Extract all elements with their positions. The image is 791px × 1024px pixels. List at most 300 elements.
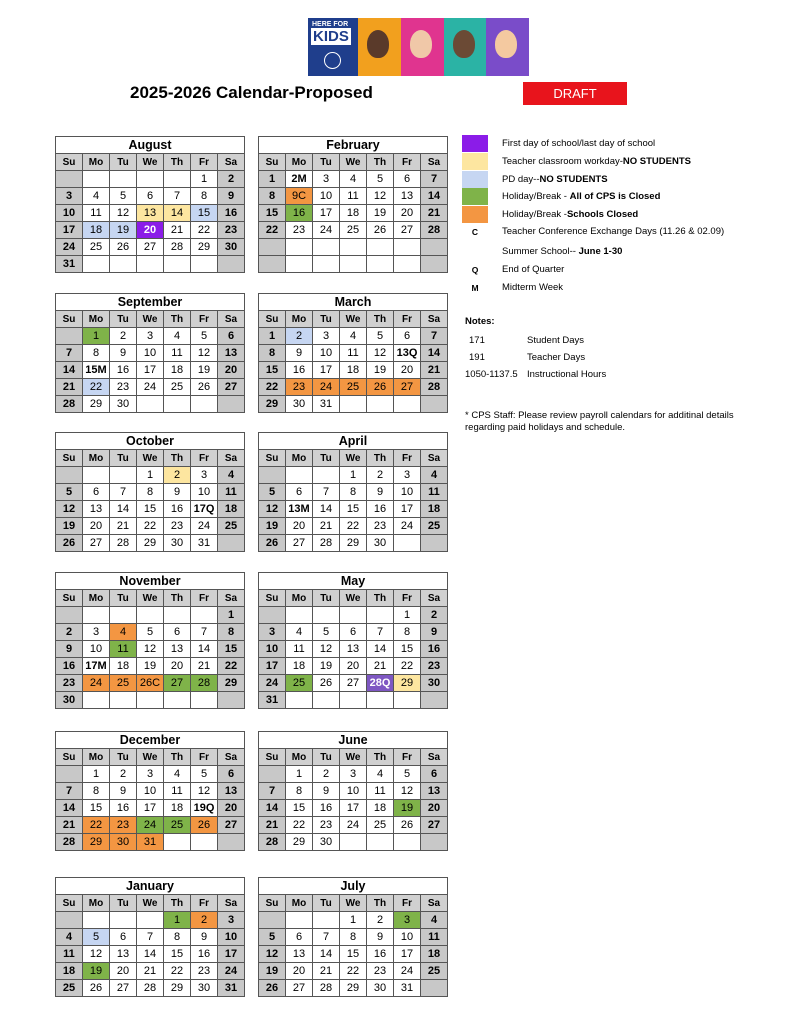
weekday-header: Su — [259, 749, 286, 766]
day-cell: 2 — [191, 912, 218, 929]
day-cell: 20 — [83, 518, 110, 535]
day-cell — [218, 535, 245, 552]
day-cell: 22 — [218, 658, 245, 675]
day-cell: 28 — [313, 980, 340, 997]
day-cell — [421, 396, 448, 413]
day-cell: 25 — [164, 379, 191, 396]
day-cell: 14 — [110, 501, 137, 518]
note-number: 171 — [469, 335, 485, 346]
day-cell: 13 — [218, 345, 245, 362]
day-cell: 16 — [367, 501, 394, 518]
day-cell: 17M — [83, 658, 110, 675]
day-cell: 9 — [56, 641, 83, 658]
month-december — [55, 731, 245, 851]
weekday-header: Fr — [191, 590, 218, 607]
day-cell — [164, 396, 191, 413]
weekday-header: Mo — [286, 590, 313, 607]
weekday-header: Mo — [83, 590, 110, 607]
day-cell: 30 — [367, 980, 394, 997]
day-cell — [286, 692, 313, 709]
month-august — [55, 136, 245, 273]
day-cell — [313, 912, 340, 929]
day-cell — [137, 692, 164, 709]
day-cell: 1 — [164, 912, 191, 929]
day-cell: 22 — [259, 222, 286, 239]
day-cell: 18 — [164, 362, 191, 379]
weekday-header: Su — [56, 749, 83, 766]
day-cell: 6 — [421, 766, 448, 783]
day-cell: 8 — [340, 484, 367, 501]
month-april — [258, 432, 448, 552]
day-cell: 25 — [421, 963, 448, 980]
day-cell: 22 — [394, 658, 421, 675]
here-for-kids-banner — [308, 18, 529, 76]
day-cell: 24 — [56, 239, 83, 256]
day-cell: 11 — [367, 783, 394, 800]
day-cell: 29 — [340, 535, 367, 552]
banner-small-text: HERE FOR — [312, 21, 349, 28]
weekday-header: We — [340, 749, 367, 766]
weekday-header: Sa — [421, 895, 448, 912]
day-cell: 13 — [286, 946, 313, 963]
day-cell: 13 — [421, 783, 448, 800]
day-cell: 9 — [367, 484, 394, 501]
day-cell: 21 — [56, 817, 83, 834]
day-cell: 25 — [83, 239, 110, 256]
legend-swatch — [462, 153, 488, 170]
day-cell — [56, 766, 83, 783]
day-cell: 16 — [56, 658, 83, 675]
day-cell: 21 — [421, 205, 448, 222]
day-cell — [218, 396, 245, 413]
day-cell: 6 — [110, 929, 137, 946]
day-cell: 28 — [421, 222, 448, 239]
day-cell: 12 — [394, 783, 421, 800]
weekday-header: Mo — [286, 154, 313, 171]
day-cell: 23 — [110, 379, 137, 396]
day-cell: 22 — [137, 518, 164, 535]
day-cell — [394, 692, 421, 709]
legend-text — [502, 191, 660, 202]
day-cell — [164, 692, 191, 709]
weekday-header: Th — [164, 154, 191, 171]
day-cell: 19 — [259, 963, 286, 980]
day-cell: 26 — [313, 675, 340, 692]
day-cell: 25 — [286, 675, 313, 692]
day-cell: 28 — [259, 834, 286, 851]
day-cell: 9 — [367, 929, 394, 946]
month-march — [258, 293, 448, 413]
day-cell — [286, 256, 313, 273]
month-name: September — [56, 294, 245, 311]
day-cell: 9 — [313, 783, 340, 800]
day-cell: 22 — [286, 817, 313, 834]
day-cell: 27 — [218, 379, 245, 396]
weekday-header: Sa — [421, 450, 448, 467]
note-number: 191 — [469, 352, 485, 363]
banner-big-text: KIDS — [313, 28, 349, 45]
day-cell: 29 — [164, 980, 191, 997]
day-cell: 12 — [137, 641, 164, 658]
day-cell: 30 — [421, 675, 448, 692]
day-cell: 21 — [259, 817, 286, 834]
day-cell: 10 — [191, 484, 218, 501]
day-cell: 7 — [259, 783, 286, 800]
day-cell — [313, 607, 340, 624]
day-cell: 18 — [164, 800, 191, 817]
day-cell: 15 — [340, 946, 367, 963]
day-cell — [259, 256, 286, 273]
day-cell: 26 — [56, 535, 83, 552]
day-cell: 2 — [110, 328, 137, 345]
weekday-header: Su — [259, 311, 286, 328]
day-cell: 30 — [367, 535, 394, 552]
day-cell: 10 — [83, 641, 110, 658]
day-cell: 3 — [313, 171, 340, 188]
weekday-header: Tu — [110, 154, 137, 171]
day-cell: 3 — [394, 912, 421, 929]
day-cell: 17 — [394, 946, 421, 963]
day-cell: 11 — [218, 484, 245, 501]
day-cell: 12 — [367, 345, 394, 362]
day-cell: 11 — [56, 946, 83, 963]
day-cell — [164, 834, 191, 851]
day-cell: 23 — [164, 518, 191, 535]
legend-label: Teacher classroom workday- — [502, 156, 623, 167]
weekday-header: Fr — [191, 749, 218, 766]
banner-photo-3 — [444, 18, 487, 76]
day-cell: 18 — [421, 946, 448, 963]
day-cell: 7 — [56, 783, 83, 800]
legend-swatch — [462, 206, 488, 223]
day-cell: 17 — [56, 222, 83, 239]
day-cell: 15 — [286, 800, 313, 817]
day-cell: 14 — [313, 501, 340, 518]
day-cell: 25 — [340, 379, 367, 396]
day-cell: 12 — [259, 946, 286, 963]
day-cell: 2 — [218, 171, 245, 188]
day-cell — [259, 766, 286, 783]
day-cell: 4 — [218, 467, 245, 484]
weekday-header: We — [137, 450, 164, 467]
day-cell: 19 — [191, 362, 218, 379]
day-cell: 20 — [286, 963, 313, 980]
day-cell — [56, 328, 83, 345]
day-cell: 27 — [340, 675, 367, 692]
weekday-header: We — [137, 154, 164, 171]
day-cell: 18 — [421, 501, 448, 518]
day-cell: 30 — [164, 535, 191, 552]
day-cell: 23 — [110, 817, 137, 834]
day-cell: 3 — [218, 912, 245, 929]
day-cell — [421, 239, 448, 256]
weekday-header: Tu — [110, 450, 137, 467]
day-cell — [340, 239, 367, 256]
notes-heading: Notes: — [465, 316, 495, 327]
legend-text — [502, 246, 622, 257]
day-cell: 8 — [83, 345, 110, 362]
weekday-header: Tu — [313, 450, 340, 467]
day-cell: 26 — [191, 817, 218, 834]
day-cell: 31 — [137, 834, 164, 851]
weekday-header: We — [340, 311, 367, 328]
day-cell — [313, 467, 340, 484]
month-name: November — [56, 573, 245, 590]
day-cell: 14 — [137, 946, 164, 963]
day-cell: 4 — [340, 328, 367, 345]
day-cell: 19 — [394, 800, 421, 817]
day-cell: 20 — [110, 963, 137, 980]
day-cell — [421, 692, 448, 709]
day-cell: 7 — [421, 328, 448, 345]
day-cell: 8 — [286, 783, 313, 800]
day-cell: 29 — [218, 675, 245, 692]
day-cell: 9 — [218, 188, 245, 205]
day-cell — [56, 467, 83, 484]
day-cell: 3 — [259, 624, 286, 641]
day-cell: 16 — [286, 205, 313, 222]
weekday-header: We — [340, 590, 367, 607]
day-cell: 25 — [164, 817, 191, 834]
day-cell: 31 — [191, 535, 218, 552]
day-cell: 21 — [56, 379, 83, 396]
day-cell: 27 — [83, 535, 110, 552]
day-cell: 25 — [340, 222, 367, 239]
day-cell: 12 — [110, 205, 137, 222]
day-cell: 10 — [313, 188, 340, 205]
page-title: 2025-2026 Calendar-Proposed — [130, 83, 373, 102]
day-cell: 16 — [367, 946, 394, 963]
day-cell: 20 — [340, 658, 367, 675]
weekday-header: Fr — [394, 749, 421, 766]
weekday-header: Mo — [286, 895, 313, 912]
day-cell: 13 — [394, 188, 421, 205]
day-cell: 24 — [340, 817, 367, 834]
day-cell — [56, 912, 83, 929]
day-cell: 20 — [394, 205, 421, 222]
day-cell: 26 — [83, 980, 110, 997]
weekday-header: Mo — [83, 450, 110, 467]
day-cell: 20 — [394, 362, 421, 379]
day-cell: 16 — [191, 946, 218, 963]
day-cell: 18 — [286, 658, 313, 675]
day-cell: 3 — [191, 467, 218, 484]
day-cell: 3 — [137, 328, 164, 345]
legend-item — [462, 135, 762, 152]
day-cell — [394, 535, 421, 552]
day-cell — [340, 396, 367, 413]
day-cell: 2 — [286, 328, 313, 345]
day-cell: 18 — [367, 800, 394, 817]
day-cell: 28 — [110, 535, 137, 552]
day-cell: 11 — [164, 783, 191, 800]
day-cell: 7 — [313, 929, 340, 946]
day-cell — [191, 256, 218, 273]
day-cell — [367, 607, 394, 624]
day-cell — [83, 467, 110, 484]
note-label: Instructional Hours — [527, 369, 607, 380]
day-cell: 13 — [340, 641, 367, 658]
day-cell: 24 — [313, 379, 340, 396]
weekday-header: Su — [259, 895, 286, 912]
day-cell: 24 — [313, 222, 340, 239]
day-cell: 5 — [367, 171, 394, 188]
day-cell: 12 — [83, 946, 110, 963]
day-cell: 24 — [218, 963, 245, 980]
day-cell: 28 — [191, 675, 218, 692]
weekday-header: Fr — [394, 154, 421, 171]
day-cell — [137, 396, 164, 413]
weekday-header: Tu — [313, 895, 340, 912]
day-cell: 18 — [83, 222, 110, 239]
day-cell — [110, 256, 137, 273]
day-cell: 30 — [218, 239, 245, 256]
weekday-header: Mo — [286, 749, 313, 766]
day-cell: 11 — [164, 345, 191, 362]
month-name: August — [56, 137, 245, 154]
day-cell — [218, 256, 245, 273]
legend-label: Teacher Conference Exchange Days (11.26 & 02.09) — [502, 226, 725, 237]
day-cell — [286, 239, 313, 256]
legend-label-bold: NO STUDENTS — [539, 174, 608, 185]
day-cell: 13 — [110, 946, 137, 963]
legend-item — [462, 261, 762, 278]
weekday-header: Th — [367, 895, 394, 912]
day-cell: 16 — [421, 641, 448, 658]
day-cell: 5 — [191, 766, 218, 783]
day-cell: 11 — [110, 641, 137, 658]
weekday-header: Mo — [286, 311, 313, 328]
day-cell: 25 — [367, 817, 394, 834]
legend-label-bold: Schools Closed — [566, 209, 639, 220]
day-cell — [367, 239, 394, 256]
day-cell: 1 — [286, 766, 313, 783]
day-cell: 10 — [259, 641, 286, 658]
day-cell: 1 — [191, 171, 218, 188]
day-cell — [110, 607, 137, 624]
day-cell: 20 — [164, 658, 191, 675]
day-cell: 24 — [191, 518, 218, 535]
note-label: Teacher Days — [527, 352, 586, 363]
day-cell: 13 — [83, 501, 110, 518]
day-cell: 21 — [191, 658, 218, 675]
day-cell: 9 — [191, 929, 218, 946]
day-cell: 14 — [56, 362, 83, 379]
day-cell: 27 — [137, 239, 164, 256]
day-cell: 3 — [137, 766, 164, 783]
day-cell — [218, 692, 245, 709]
day-cell: 8 — [218, 624, 245, 641]
day-cell — [313, 692, 340, 709]
day-cell: 21 — [367, 658, 394, 675]
day-cell: 17 — [218, 946, 245, 963]
day-cell: 18 — [110, 658, 137, 675]
day-cell: 30 — [313, 834, 340, 851]
day-cell: 22 — [340, 963, 367, 980]
day-cell: 26 — [367, 222, 394, 239]
day-cell: 22 — [83, 817, 110, 834]
day-cell: 15 — [340, 501, 367, 518]
day-cell: 24 — [137, 817, 164, 834]
day-cell — [286, 607, 313, 624]
weekday-header: Sa — [218, 154, 245, 171]
legend-item — [462, 188, 762, 205]
day-cell: 3 — [313, 328, 340, 345]
day-cell: 23 — [191, 963, 218, 980]
day-cell: 3 — [83, 624, 110, 641]
day-cell: 10 — [137, 345, 164, 362]
day-cell: 8 — [259, 188, 286, 205]
day-cell: 4 — [421, 912, 448, 929]
legend-symbol — [462, 243, 488, 260]
day-cell: 2 — [367, 467, 394, 484]
month-july — [258, 877, 448, 997]
day-cell: 7 — [191, 624, 218, 641]
day-cell: 6 — [340, 624, 367, 641]
day-cell: 16 — [164, 501, 191, 518]
day-cell: 30 — [110, 834, 137, 851]
day-cell — [83, 607, 110, 624]
day-cell: 15 — [164, 946, 191, 963]
day-cell: 6 — [218, 328, 245, 345]
day-cell: 16 — [313, 800, 340, 817]
day-cell — [191, 692, 218, 709]
day-cell: 2 — [164, 467, 191, 484]
legend-label: Summer School-- — [502, 246, 579, 257]
day-cell: 13 — [218, 783, 245, 800]
month-name: January — [56, 878, 245, 895]
day-cell: 27 — [218, 817, 245, 834]
weekday-header: Tu — [313, 154, 340, 171]
weekday-header: Th — [367, 749, 394, 766]
day-cell: 5 — [56, 484, 83, 501]
weekday-header: Mo — [83, 895, 110, 912]
weekday-header: Fr — [394, 895, 421, 912]
day-cell — [367, 834, 394, 851]
day-cell: 5 — [191, 328, 218, 345]
month-name: April — [259, 433, 448, 450]
legend-text — [502, 282, 563, 293]
day-cell: 21 — [164, 222, 191, 239]
day-cell: 15 — [259, 205, 286, 222]
day-cell: 27 — [394, 222, 421, 239]
month-june — [258, 731, 448, 851]
day-cell: 28 — [137, 980, 164, 997]
day-cell: 11 — [421, 929, 448, 946]
weekday-header: We — [340, 154, 367, 171]
weekday-header: Fr — [394, 450, 421, 467]
day-cell: 11 — [286, 641, 313, 658]
day-cell: 16 — [110, 800, 137, 817]
day-cell: 31 — [56, 256, 83, 273]
day-cell: 10 — [313, 345, 340, 362]
day-cell: 28 — [164, 239, 191, 256]
day-cell: 17 — [313, 205, 340, 222]
day-cell: 4 — [164, 766, 191, 783]
day-cell: 30 — [191, 980, 218, 997]
day-cell: 2 — [110, 766, 137, 783]
weekday-header: Mo — [83, 311, 110, 328]
weekday-header: Fr — [394, 590, 421, 607]
day-cell — [83, 256, 110, 273]
banner-photo-4 — [486, 18, 529, 76]
legend-swatch — [462, 188, 488, 205]
day-cell: 15M — [83, 362, 110, 379]
day-cell: 26 — [394, 817, 421, 834]
legend-item — [462, 206, 762, 223]
day-cell: 14 — [421, 188, 448, 205]
day-cell — [394, 834, 421, 851]
